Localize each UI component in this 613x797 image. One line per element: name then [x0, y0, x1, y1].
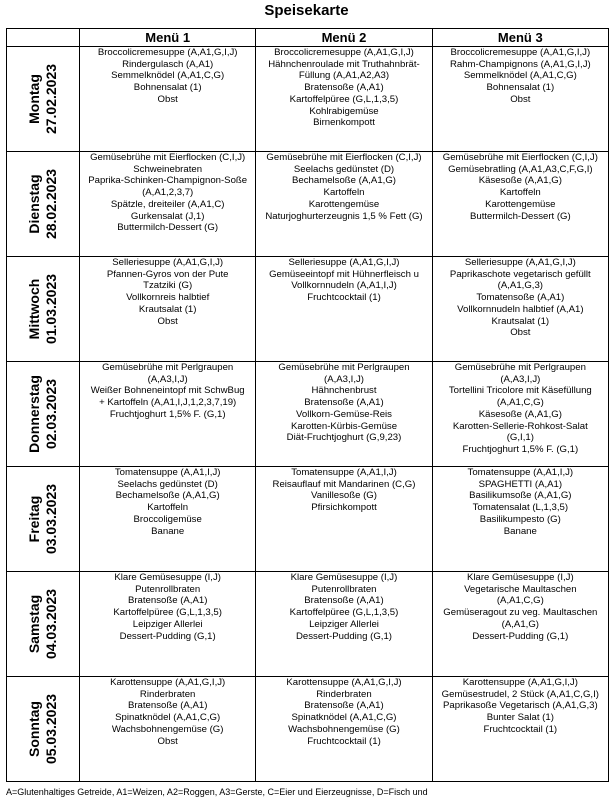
dish-line: Semmelknödel (A,A1,C,G)	[111, 70, 225, 82]
dish-line: Karotten-Sellerie-Rohkost-Salat	[452, 420, 588, 432]
dish-line: Rindergulasch (A,A1)	[122, 58, 214, 70]
dish-line: Weißer Bohneneintopf mit SchwBug	[90, 385, 245, 397]
column-header-menu-3: Menü 3	[432, 29, 608, 47]
dish-line: Bechamelsoße (A,A1,G)	[292, 175, 396, 187]
day-row	[7, 257, 609, 362]
dish-line: Selleriesuppe (A,A1,G,I,J)	[112, 257, 224, 268]
day-label-cell	[7, 467, 80, 572]
dish-line: Rinderbraten	[139, 688, 196, 700]
menu-2-cell	[256, 47, 432, 152]
dish-line: Spinatknödel (A,A1,C,G)	[291, 712, 397, 724]
dish-line: Gemüseeintopf mit Hühnerfleisch u	[269, 268, 419, 280]
menu-body	[7, 47, 609, 782]
menu-1-cell	[80, 572, 256, 677]
dish-line: Krautsalat (1)	[138, 303, 197, 315]
day-label	[26, 64, 60, 134]
dish-line: Tzatziki (G)	[143, 280, 193, 292]
menu-2-cell	[256, 467, 432, 572]
dish-line: Rinderbraten	[316, 688, 372, 700]
dish-line: Hähnchenbrust	[311, 385, 377, 397]
menu-table	[6, 28, 609, 782]
dish-line: Paprikasoße Vegetarisch (A,A1,G,3)	[443, 700, 598, 712]
page-title: Speisekarte	[264, 2, 349, 19]
weekday: Sonntag	[26, 701, 42, 758]
dish-line: Klare Gemüsesuppe (I,J)	[290, 572, 398, 583]
day-row	[7, 362, 609, 467]
dish-line: Käsesoße (A,A1,G)	[478, 175, 562, 187]
menu-3-cell	[432, 47, 608, 152]
dish-line: Kohlrabigemüse	[309, 105, 379, 117]
dish-line: Vanillesoße (G)	[311, 490, 377, 502]
dish-line: Kartoffeln	[323, 187, 365, 199]
dish-line: Hähnchenroulade mit Truthahnbrät-	[268, 58, 420, 70]
menu-1-cell	[80, 152, 256, 257]
dish-line: Selleriesuppe (A,A1,G,I,J)	[464, 257, 576, 268]
dish-line: Kartoffelpüree (G,L,1,3,5)	[113, 607, 222, 619]
menu-1-cell	[80, 467, 256, 572]
dish-line: Fruchtcocktail (1)	[307, 735, 381, 747]
menu-3-cell	[432, 677, 608, 782]
dish-line: Broccolicremesuppe (A,A1,G,I,J)	[274, 47, 414, 58]
dish-line: Bohnensalat (1)	[133, 82, 202, 94]
dish-line: Reisauflauf mit Mandarinen (C,G)	[272, 478, 416, 490]
dish-line: Tomatensuppe (A,A1,I,J)	[114, 467, 221, 478]
dish-line: Kartoffelpüree (G,L,1,3,5)	[289, 93, 399, 105]
day-label	[26, 694, 60, 764]
dish-line: Putenrollbraten	[135, 583, 201, 595]
dish-line: Bechamelsoße (A,A1,G)	[115, 490, 220, 502]
dish-line: Vollkorn-Gemüse-Reis	[296, 408, 392, 420]
dish-line: Bunter Salat (1)	[486, 712, 554, 724]
dish-line: SPAGHETTI (A,A1)	[478, 478, 563, 490]
dish-line: Klare Gemüsesuppe (I,J)	[467, 572, 574, 583]
dish-line: Schweinebraten	[133, 163, 203, 175]
dish-line: Käsesoße (A,A1,G)	[478, 408, 562, 420]
dish-line: (A,A3,I,J)	[147, 373, 188, 385]
dish-line: Obst	[157, 735, 178, 747]
menu-1-cell	[80, 47, 256, 152]
dish-line: Dessert-Pudding (G,1)	[119, 630, 216, 642]
dish-line: Broccolicremesuppe (A,A1,G,I,J)	[97, 47, 238, 58]
day-label-cell	[7, 152, 80, 257]
day-label-cell	[7, 572, 80, 677]
dish-line: Vegetarische Maultaschen	[464, 583, 577, 595]
dish-line: Wachsbohnengemüse (G)	[111, 723, 224, 735]
dish-line: Bratensoße (A,A1)	[304, 397, 384, 409]
allergen-legend: A=Glutenhaltiges Getreide, A1=Weizen, A2=Roggen, A3=Gerste, C=Eier und Eierzeugnisse, D=Fisch und	[6, 787, 428, 797]
day-row	[7, 152, 609, 257]
menu-2-cell	[256, 152, 432, 257]
date: 05.03.2023	[43, 693, 59, 765]
dish-line: Diät-Fruchtjoghurt (G,9,23)	[286, 432, 402, 444]
dish-line: Paprikaschote vegetarisch gefüllt	[449, 268, 591, 280]
dish-line: Karottensuppe (A,A1,G,I,J)	[110, 677, 226, 688]
weekday: Samstag	[26, 594, 42, 654]
menu-1-cell	[80, 677, 256, 782]
day-label-cell	[7, 47, 80, 152]
day-label	[26, 484, 60, 554]
menu-2-cell	[256, 677, 432, 782]
dish-line: Gemüsebrühe mit Perlgraupen	[278, 362, 410, 373]
dish-line: Tortellini Tricolore mit Käsefüllung	[448, 385, 592, 397]
menu-3-cell	[432, 152, 608, 257]
dish-line: Karottensuppe (A,A1,G,I,J)	[286, 677, 402, 688]
menu-3-cell	[432, 257, 608, 362]
dish-line: Karotten-Kürbis-Gemüse	[290, 420, 398, 432]
dish-line: Fruchtjoghurt 1,5% F. (G,1)	[462, 443, 579, 455]
dish-line: Rahm-Champignons (A,A1,G,I,J)	[449, 58, 591, 70]
date: 27.02.2023	[43, 63, 59, 135]
menu-1-cell	[80, 257, 256, 362]
weekday: Montag	[26, 74, 42, 124]
day-label-cell	[7, 677, 80, 782]
dish-line: Obst	[510, 327, 531, 339]
dish-line: Banane	[151, 525, 185, 537]
dish-line: Semmelknödel (A,A1,C,G)	[463, 70, 577, 82]
dish-line: Gemüsebrühe mit Eierflocken (C,I,J)	[442, 152, 598, 163]
dish-line: (A,A1,G,3)	[497, 280, 543, 292]
dish-line: Broccoligemüse	[133, 513, 202, 525]
dish-line: Basilikumpesto (G)	[479, 513, 561, 525]
day-label	[26, 169, 60, 239]
dish-line: Tomatensoße (A,A1)	[476, 292, 565, 304]
dish-line: Wachsbohnengemüse (G)	[288, 723, 400, 735]
dish-line: Tomatensuppe (A,A1,I,J)	[467, 467, 574, 478]
dish-line: Leipziger Allerlei	[309, 618, 379, 630]
dish-line: Leipziger Allerlei	[132, 618, 203, 630]
dish-line: Bratensoße (A,A1)	[127, 595, 208, 607]
dish-line: Tomatensalat (L,1,3,5)	[472, 502, 569, 514]
weekday: Dienstag	[26, 174, 42, 234]
dish-line: Naturjoghurterzeugnis 1,5 % Fett (G)	[265, 210, 423, 222]
day-row	[7, 47, 609, 152]
menu-2-cell	[256, 362, 432, 467]
dish-line: Karottengemüse	[308, 198, 380, 210]
dish-line: + Kartoffeln (A,A1,I,J,1,2,3,7,19)	[99, 397, 237, 409]
dish-line: Karottengemüse	[485, 198, 556, 210]
weekday: Freitag	[26, 495, 42, 543]
dish-line: Kartoffeln	[147, 502, 189, 514]
dish-line: Gemüsebratling (A,A1,A3,C,F,G,I)	[448, 163, 593, 175]
weekday: Mittwoch	[26, 278, 42, 340]
day-label	[26, 589, 60, 659]
menu-2-cell	[256, 257, 432, 362]
dish-line: Pfirsichkompott	[311, 502, 377, 514]
dish-line: (A,A1,C,G)	[496, 595, 544, 607]
dish-line: Bratensoße (A,A1)	[304, 595, 384, 607]
column-header-menu-1: Menü 1	[80, 29, 256, 47]
dish-line: Fruchtcocktail (1)	[307, 292, 381, 304]
dish-line: Bratensoße (A,A1)	[304, 82, 384, 94]
date: 02.03.2023	[43, 378, 59, 450]
dish-line: Broccolicremesuppe (A,A1,G,I,J)	[450, 47, 591, 58]
dish-line: Gemüseragout zu veg. Maultaschen	[443, 607, 598, 619]
dish-line: Basilikumsoße (A,A1,G)	[469, 490, 572, 502]
menu-1-cell	[80, 362, 256, 467]
dish-line: Tomatensuppe (A,A1,I,J)	[291, 467, 397, 478]
dish-line: Füllung (A,A1,A2,A3)	[298, 70, 390, 82]
header-row	[7, 29, 609, 47]
date: 03.03.2023	[43, 483, 59, 555]
column-header-menu-2: Menü 2	[256, 29, 432, 47]
dish-line: (G,I,1)	[506, 432, 534, 444]
day-row	[7, 572, 609, 677]
dish-line: Kartoffeln	[499, 187, 541, 199]
dish-line: Paprika-Schinken-Champignon-Soße	[88, 175, 248, 187]
menu-3-cell	[432, 362, 608, 467]
dish-line: Karottensuppe (A,A1,G,I,J)	[462, 677, 578, 688]
dish-line: Vollkornnudeln (A,A1,I,J)	[291, 280, 397, 292]
dish-line: Seelachs gedünstet (D)	[117, 478, 218, 490]
dish-line: Spinatknödel (A,A1,C,G)	[115, 712, 221, 724]
dish-line: (A,A1,2,3,7)	[142, 187, 194, 199]
dish-line: Bratensoße (A,A1)	[127, 700, 208, 712]
menu-2-cell	[256, 572, 432, 677]
dish-line: Dessert-Pudding (G,1)	[296, 630, 392, 642]
dish-line: Gemüsebrühe mit Perlgraupen	[454, 362, 586, 373]
dish-line: Gemüsebrühe mit Eierflocken (C,I,J)	[90, 152, 246, 163]
dish-line: Krautsalat (1)	[491, 315, 550, 327]
dish-line: Buttermilch-Dessert (G)	[469, 210, 571, 222]
dish-line: Fruchtjoghurt 1,5% F. (G,1)	[109, 408, 226, 420]
dish-line: Vollkornreis halbtief	[126, 292, 210, 304]
weekday: Donnerstag	[26, 375, 42, 453]
day-label	[26, 375, 60, 453]
dish-line: Bratensoße (A,A1)	[304, 700, 384, 712]
dish-line: Gemüsebrühe mit Eierflocken (C,I,J)	[266, 152, 422, 163]
day-row	[7, 677, 609, 782]
date: 28.02.2023	[43, 168, 59, 240]
dish-line: Klare Gemüsesuppe (I,J)	[114, 572, 221, 583]
menu-3-cell	[432, 572, 608, 677]
day-label-cell	[7, 362, 80, 467]
dish-line: Fruchtcocktail (1)	[483, 723, 558, 735]
date: 01.03.2023	[43, 273, 59, 345]
dish-line: Gemüsebrühe mit Perlgraupen	[102, 362, 234, 373]
dish-line: Putenrollbraten	[311, 583, 377, 595]
dish-line: Banane	[503, 525, 537, 537]
dish-line: (A,A1,G)	[501, 618, 539, 630]
dish-line: Spätzle, dreiteiler (A,A1,C)	[110, 198, 225, 210]
dish-line: Gemüsestrudel, 2 Stück (A,A1,C,G,I)	[441, 688, 599, 700]
dish-line: Birnenkompott	[313, 117, 375, 129]
header-corner	[7, 29, 80, 47]
date: 04.03.2023	[43, 588, 59, 660]
dish-line: Buttermilch-Dessert (G)	[117, 222, 219, 234]
dish-line: Pfannen-Gyros von der Pute	[106, 268, 229, 280]
dish-line: (A,A3,I,J)	[500, 373, 541, 385]
day-label-cell	[7, 257, 80, 362]
dish-line: (A,A3,I,J)	[324, 373, 364, 385]
dish-line: Obst	[157, 93, 178, 105]
dish-line: Seelachs gedünstet (D)	[293, 163, 395, 175]
dish-line: Bohnensalat (1)	[486, 82, 555, 94]
dish-line: Vollkornnudeln halbtief (A,A1)	[457, 303, 584, 315]
dish-line: Gurkensalat (J,1)	[130, 210, 205, 222]
dish-line: Dessert-Pudding (G,1)	[472, 630, 569, 642]
dish-line: Selleriesuppe (A,A1,G,I,J)	[288, 257, 400, 268]
day-row	[7, 467, 609, 572]
dish-line: Obst	[510, 93, 531, 105]
day-label	[26, 274, 60, 344]
dish-line: Kartoffelpüree (G,L,1,3,5)	[289, 607, 399, 619]
dish-line: (A,A1,C,G)	[496, 397, 544, 409]
dish-line: Obst	[157, 315, 178, 327]
menu-3-cell	[432, 467, 608, 572]
